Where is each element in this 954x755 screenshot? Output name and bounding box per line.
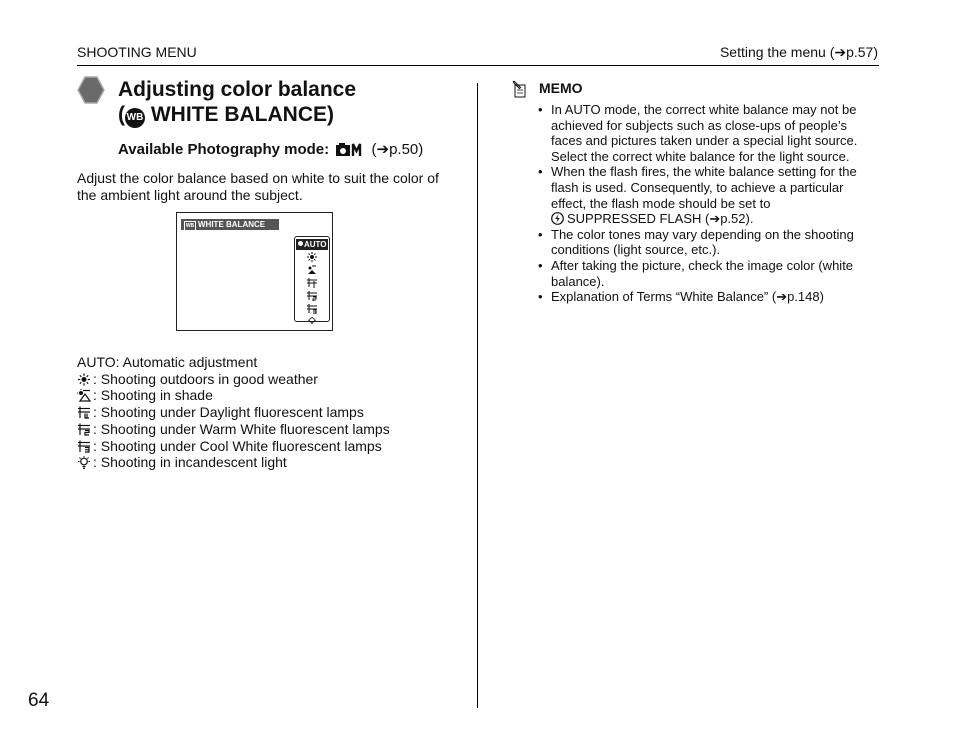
cool-white-fluorescent-icon	[307, 304, 317, 314]
legend-item-shade	[77, 387, 390, 404]
manual-camera-icon	[335, 142, 365, 157]
legend-text: : Shooting under Warm White fluorescent lamps	[93, 420, 390, 437]
memo-item	[538, 227, 878, 258]
title-line-1: Adjusting color balance	[118, 78, 357, 101]
white-balance-legend	[77, 354, 390, 471]
bullet: •	[538, 257, 543, 273]
lcd-screen-illustration	[176, 212, 333, 331]
legend-text: : Shooting in incandescent light	[93, 454, 287, 471]
legend-text: : Shooting under Daylight fluorescent lamps	[93, 404, 364, 421]
memo-list	[538, 102, 878, 305]
screen-options-panel	[294, 236, 330, 322]
cool-white-fluorescent-icon	[77, 440, 91, 453]
memo-note-icon	[511, 80, 529, 98]
title-open-paren: (	[118, 103, 125, 126]
header-page-reference: Setting the menu (➔p.57)	[719, 44, 878, 60]
legend-text: : Shooting under Cool White fluorescent lamps	[93, 437, 382, 454]
memo-item	[538, 164, 878, 226]
bullet: •	[538, 289, 543, 305]
incandescent-icon	[77, 456, 91, 469]
memo-title: MEMO	[539, 80, 583, 96]
page-number: 64	[28, 690, 50, 711]
bullet: •	[538, 164, 543, 180]
title-line-2-text: WHITE BALANCE)	[145, 103, 334, 126]
sun-icon	[77, 373, 91, 386]
legend-item-daylight-fluorescent	[77, 404, 390, 421]
sun-icon	[307, 252, 317, 262]
warm-white-fluorescent-icon	[77, 423, 91, 436]
memo-item	[538, 289, 878, 305]
memo-text: After taking the picture, check the image color (white balance).	[551, 257, 854, 289]
legend-item-sun	[77, 371, 390, 388]
daylight-fluorescent-icon	[77, 406, 91, 419]
memo-text: In AUTO mode, the correct white balance may not be achieved for subjects such as close-ups of people’s faces and pictures taken under a special light source. Select the correct white balance for the light source.	[551, 102, 858, 164]
legend-text: : Shooting outdoors in good weather	[93, 370, 318, 387]
legend-item-warm-white-fluorescent	[77, 421, 390, 438]
white-balance-icon: WB	[125, 108, 145, 128]
header-divider	[77, 65, 879, 66]
memo-item	[538, 258, 878, 289]
available-mode	[118, 140, 423, 158]
memo-item	[538, 102, 878, 164]
legend-text: : Shooting in shade	[93, 387, 213, 404]
title-line-2	[118, 102, 356, 128]
memo-text: Explanation of Terms “White Balance” (➔p.148)	[551, 289, 824, 305]
section-hexagon-icon	[77, 76, 105, 104]
screen-option-selected-label: AUTO	[304, 240, 327, 249]
shade-icon	[307, 265, 317, 275]
suppressed-flash-icon	[551, 212, 564, 225]
bullet: •	[538, 102, 543, 117]
intro-paragraph: Adjust the color balance based on white to suit the color of the ambient light around the subject.	[77, 170, 439, 203]
column-divider	[477, 83, 478, 708]
legend-item-auto	[77, 354, 390, 371]
screen-option-selected	[296, 239, 328, 250]
incandescent-icon	[307, 317, 317, 325]
memo-text-tail: SUPPRESSED FLASH (➔p.52).	[567, 211, 754, 227]
bullet: •	[538, 226, 543, 242]
mode-page-reference: (➔p.50)	[371, 141, 424, 158]
selection-dot-icon	[298, 241, 303, 246]
legend-item-incandescent	[77, 454, 390, 471]
memo-text: When the flash fires, the white balance setting for the flash is used. Consequently, to achieve a particular effect, the flash mode should be set to	[551, 164, 857, 211]
warm-white-fluorescent-icon	[307, 291, 317, 301]
screen-menu-title-text: WHITE BALANCE	[198, 220, 266, 229]
screen-wb-icon: WB	[185, 223, 195, 229]
mode-label: Available Photography mode:	[118, 141, 330, 158]
page-title	[118, 77, 356, 128]
section-label: SHOOTING MENU	[77, 44, 197, 60]
legend-item-cool-white-fluorescent	[77, 438, 390, 455]
memo-text: The color tones may vary depending on the shooting conditions (light source, etc.).	[551, 226, 854, 258]
daylight-fluorescent-icon	[307, 278, 317, 288]
legend-text: AUTO: Automatic adjustment	[77, 354, 258, 370]
shade-icon	[77, 389, 91, 402]
screen-menu-title	[181, 219, 279, 230]
